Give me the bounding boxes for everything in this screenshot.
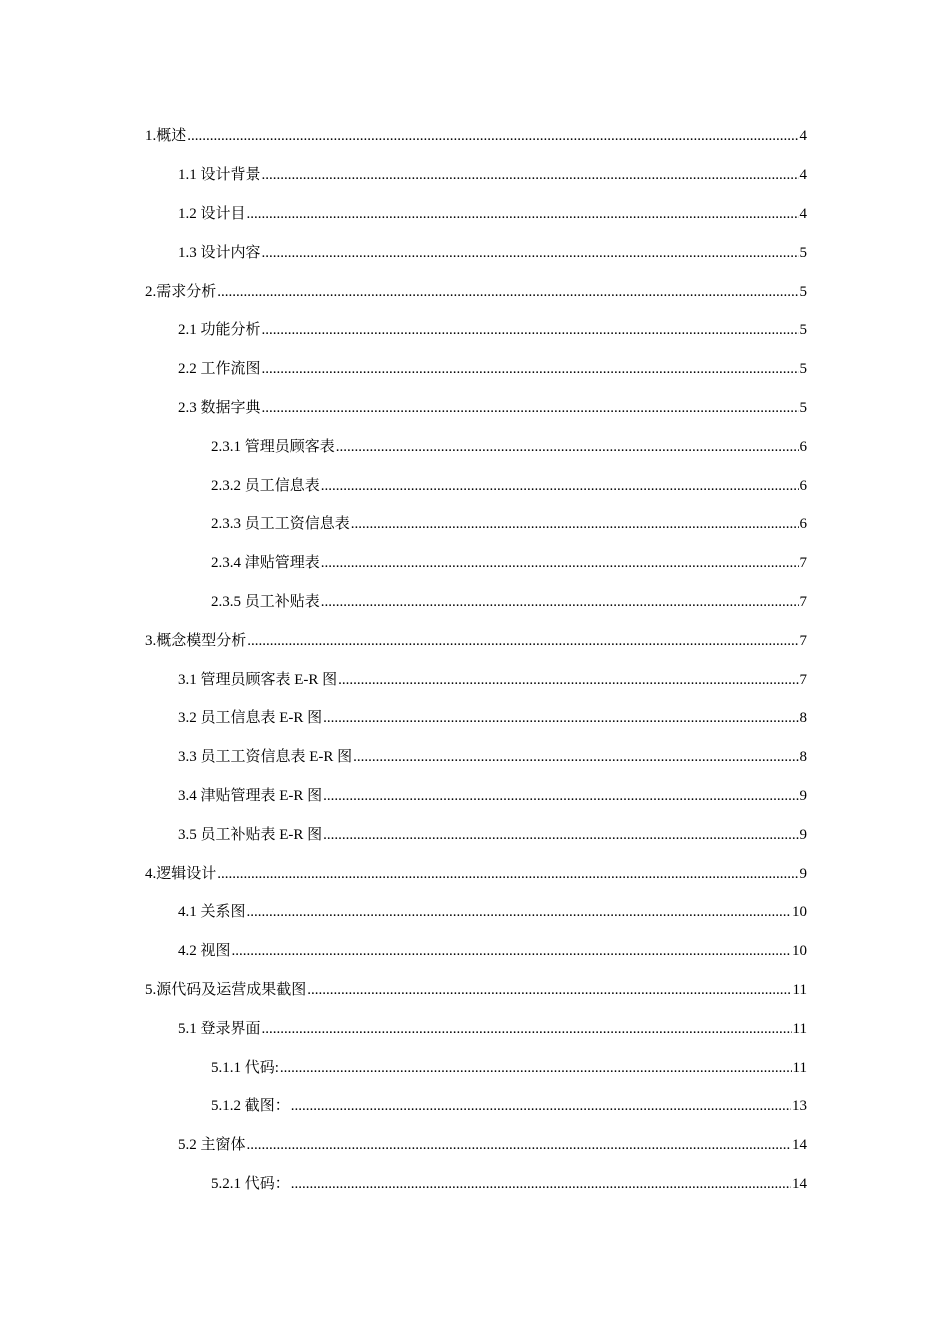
toc-entry-page: 10 — [792, 904, 807, 921]
toc-entry-title: 3.3 员工工资信息表 E-R 图 — [178, 749, 353, 766]
toc-dot-leader — [247, 1135, 791, 1155]
toc-entry-page: 6 — [799, 516, 807, 533]
toc-entry-title: 3.4 津贴管理表 E-R 图 — [178, 787, 323, 804]
toc-entry-page: 14 — [792, 1137, 807, 1154]
toc-entry[interactable] — [0, 389, 950, 428]
toc-entry-page: 4 — [799, 205, 807, 222]
toc-entry-title: 2.需求分析 — [145, 283, 217, 300]
toc-entry[interactable] — [0, 233, 950, 272]
toc-dot-leader — [321, 476, 799, 496]
toc-entry-page: 6 — [799, 438, 807, 455]
toc-entry-title: 2.3.2 员工信息表 — [211, 477, 320, 494]
toc-entry-page: 11 — [792, 1020, 807, 1037]
toc-entry-title: 3.2 员工信息表 E-R 图 — [178, 710, 323, 727]
toc-dot-leader — [321, 553, 799, 573]
toc-entry[interactable] — [0, 156, 950, 195]
toc-entry[interactable] — [0, 854, 950, 893]
toc-dot-leader — [262, 320, 799, 340]
toc-entry-page: 9 — [799, 865, 807, 882]
toc-entry[interactable] — [0, 971, 950, 1010]
toc-entry-title: 4.逻辑设计 — [145, 865, 217, 882]
toc-entry-title: 5.1.2 截图： — [211, 1098, 290, 1115]
toc-entry[interactable] — [0, 544, 950, 583]
toc-entry[interactable] — [0, 272, 950, 311]
toc-entry[interactable] — [0, 195, 950, 234]
toc-entry-title: 2.3 数据字典 — [178, 399, 261, 416]
toc-entry-page: 7 — [799, 632, 807, 649]
toc-entry-page: 7 — [799, 555, 807, 572]
toc-entry-title: 2.1 功能分析 — [178, 322, 261, 339]
toc-dot-leader — [262, 243, 799, 263]
toc-dot-leader — [217, 282, 798, 302]
toc-entry-title: 3.概念模型分析 — [145, 632, 247, 649]
toc-entry-title: 2.3.4 津贴管理表 — [211, 555, 320, 572]
toc-entry[interactable] — [0, 311, 950, 350]
toc-entry[interactable] — [0, 1126, 950, 1165]
toc-dot-leader — [323, 708, 798, 728]
toc-entry[interactable] — [0, 1165, 950, 1204]
toc-dot-leader — [351, 514, 799, 534]
toc-entry-title: 1.2 设计目 — [178, 205, 246, 222]
toc-entry-title: 2.2 工作流图 — [178, 361, 261, 378]
toc-dot-leader — [338, 670, 798, 690]
toc-entry-page: 4 — [799, 167, 807, 184]
toc-entry-title: 5.1.1 代码: — [211, 1059, 279, 1076]
toc-entry-page: 7 — [799, 671, 807, 688]
toc-entry-page: 9 — [799, 826, 807, 843]
toc-entry-title: 2.3.5 员工补贴表 — [211, 593, 320, 610]
toc-entry-page: 11 — [792, 981, 807, 998]
toc-entry-page: 4 — [799, 128, 807, 145]
toc-entry-page: 9 — [799, 787, 807, 804]
toc-dot-leader — [280, 1058, 792, 1078]
toc-dot-leader — [262, 1019, 792, 1039]
toc-entry[interactable] — [0, 1009, 950, 1048]
toc-dot-leader — [262, 165, 799, 185]
toc-dot-leader — [187, 126, 798, 146]
toc-dot-leader — [307, 980, 791, 1000]
toc-entry-title: 3.1 管理员顾客表 E-R 图 — [178, 671, 338, 688]
toc-entry-page: 10 — [792, 943, 807, 960]
toc-entry[interactable] — [0, 350, 950, 389]
toc-entry-page: 5 — [799, 283, 807, 300]
toc-entry-page: 8 — [799, 749, 807, 766]
toc-dot-leader — [291, 1174, 791, 1194]
toc-entry[interactable] — [0, 621, 950, 660]
table-of-contents — [0, 117, 950, 1203]
toc-dot-leader — [353, 747, 798, 767]
toc-dot-leader — [323, 825, 798, 845]
toc-entry-page: 5 — [799, 244, 807, 261]
toc-entry-title: 3.5 员工补贴表 E-R 图 — [178, 826, 323, 843]
toc-entry-page: 5 — [799, 361, 807, 378]
toc-entry-title: 2.3.1 管理员顾客表 — [211, 438, 335, 455]
toc-entry-page: 7 — [799, 593, 807, 610]
toc-dot-leader — [217, 864, 798, 884]
toc-entry[interactable] — [0, 1048, 950, 1087]
toc-entry-page: 6 — [799, 477, 807, 494]
toc-entry[interactable] — [0, 932, 950, 971]
toc-entry-title: 5.2.1 代码： — [211, 1175, 290, 1192]
toc-entry-page: 11 — [792, 1059, 807, 1076]
toc-entry-page: 8 — [799, 710, 807, 727]
toc-entry-page: 5 — [799, 399, 807, 416]
toc-dot-leader — [262, 398, 799, 418]
toc-entry[interactable] — [0, 505, 950, 544]
toc-entry-page: 14 — [792, 1175, 807, 1192]
toc-entry-title: 1.概述 — [145, 128, 187, 145]
toc-dot-leader — [291, 1096, 791, 1116]
toc-dot-leader — [247, 631, 798, 651]
toc-dot-leader — [247, 204, 799, 224]
toc-entry[interactable] — [0, 738, 950, 777]
toc-entry-page: 5 — [799, 322, 807, 339]
toc-entry[interactable] — [0, 117, 950, 156]
toc-entry[interactable] — [0, 893, 950, 932]
toc-entry-title: 4.1 关系图 — [178, 904, 246, 921]
toc-dot-leader — [232, 941, 791, 961]
toc-dot-leader — [247, 902, 791, 922]
toc-entry[interactable] — [0, 427, 950, 466]
toc-entry[interactable] — [0, 583, 950, 622]
toc-entry[interactable] — [0, 815, 950, 854]
toc-entry-title: 5.1 登录界面 — [178, 1020, 261, 1037]
toc-entry[interactable] — [0, 466, 950, 505]
toc-dot-leader — [336, 437, 799, 457]
toc-entry[interactable] — [0, 777, 950, 816]
toc-entry[interactable] — [0, 660, 950, 699]
toc-entry[interactable] — [0, 699, 950, 738]
toc-entry-title: 2.3.3 员工工资信息表 — [211, 516, 350, 533]
toc-entry[interactable] — [0, 1087, 950, 1126]
toc-entry-title: 5.2 主窗体 — [178, 1137, 246, 1154]
toc-entry-page: 13 — [792, 1098, 807, 1115]
toc-dot-leader — [321, 592, 799, 612]
toc-entry-title: 1.3 设计内容 — [178, 244, 261, 261]
toc-entry-title: 1.1 设计背景 — [178, 167, 261, 184]
toc-dot-leader — [323, 786, 798, 806]
toc-entry-title: 4.2 视图 — [178, 943, 231, 960]
toc-dot-leader — [262, 359, 799, 379]
toc-entry-title: 5.源代码及运营成果截图 — [145, 981, 307, 998]
